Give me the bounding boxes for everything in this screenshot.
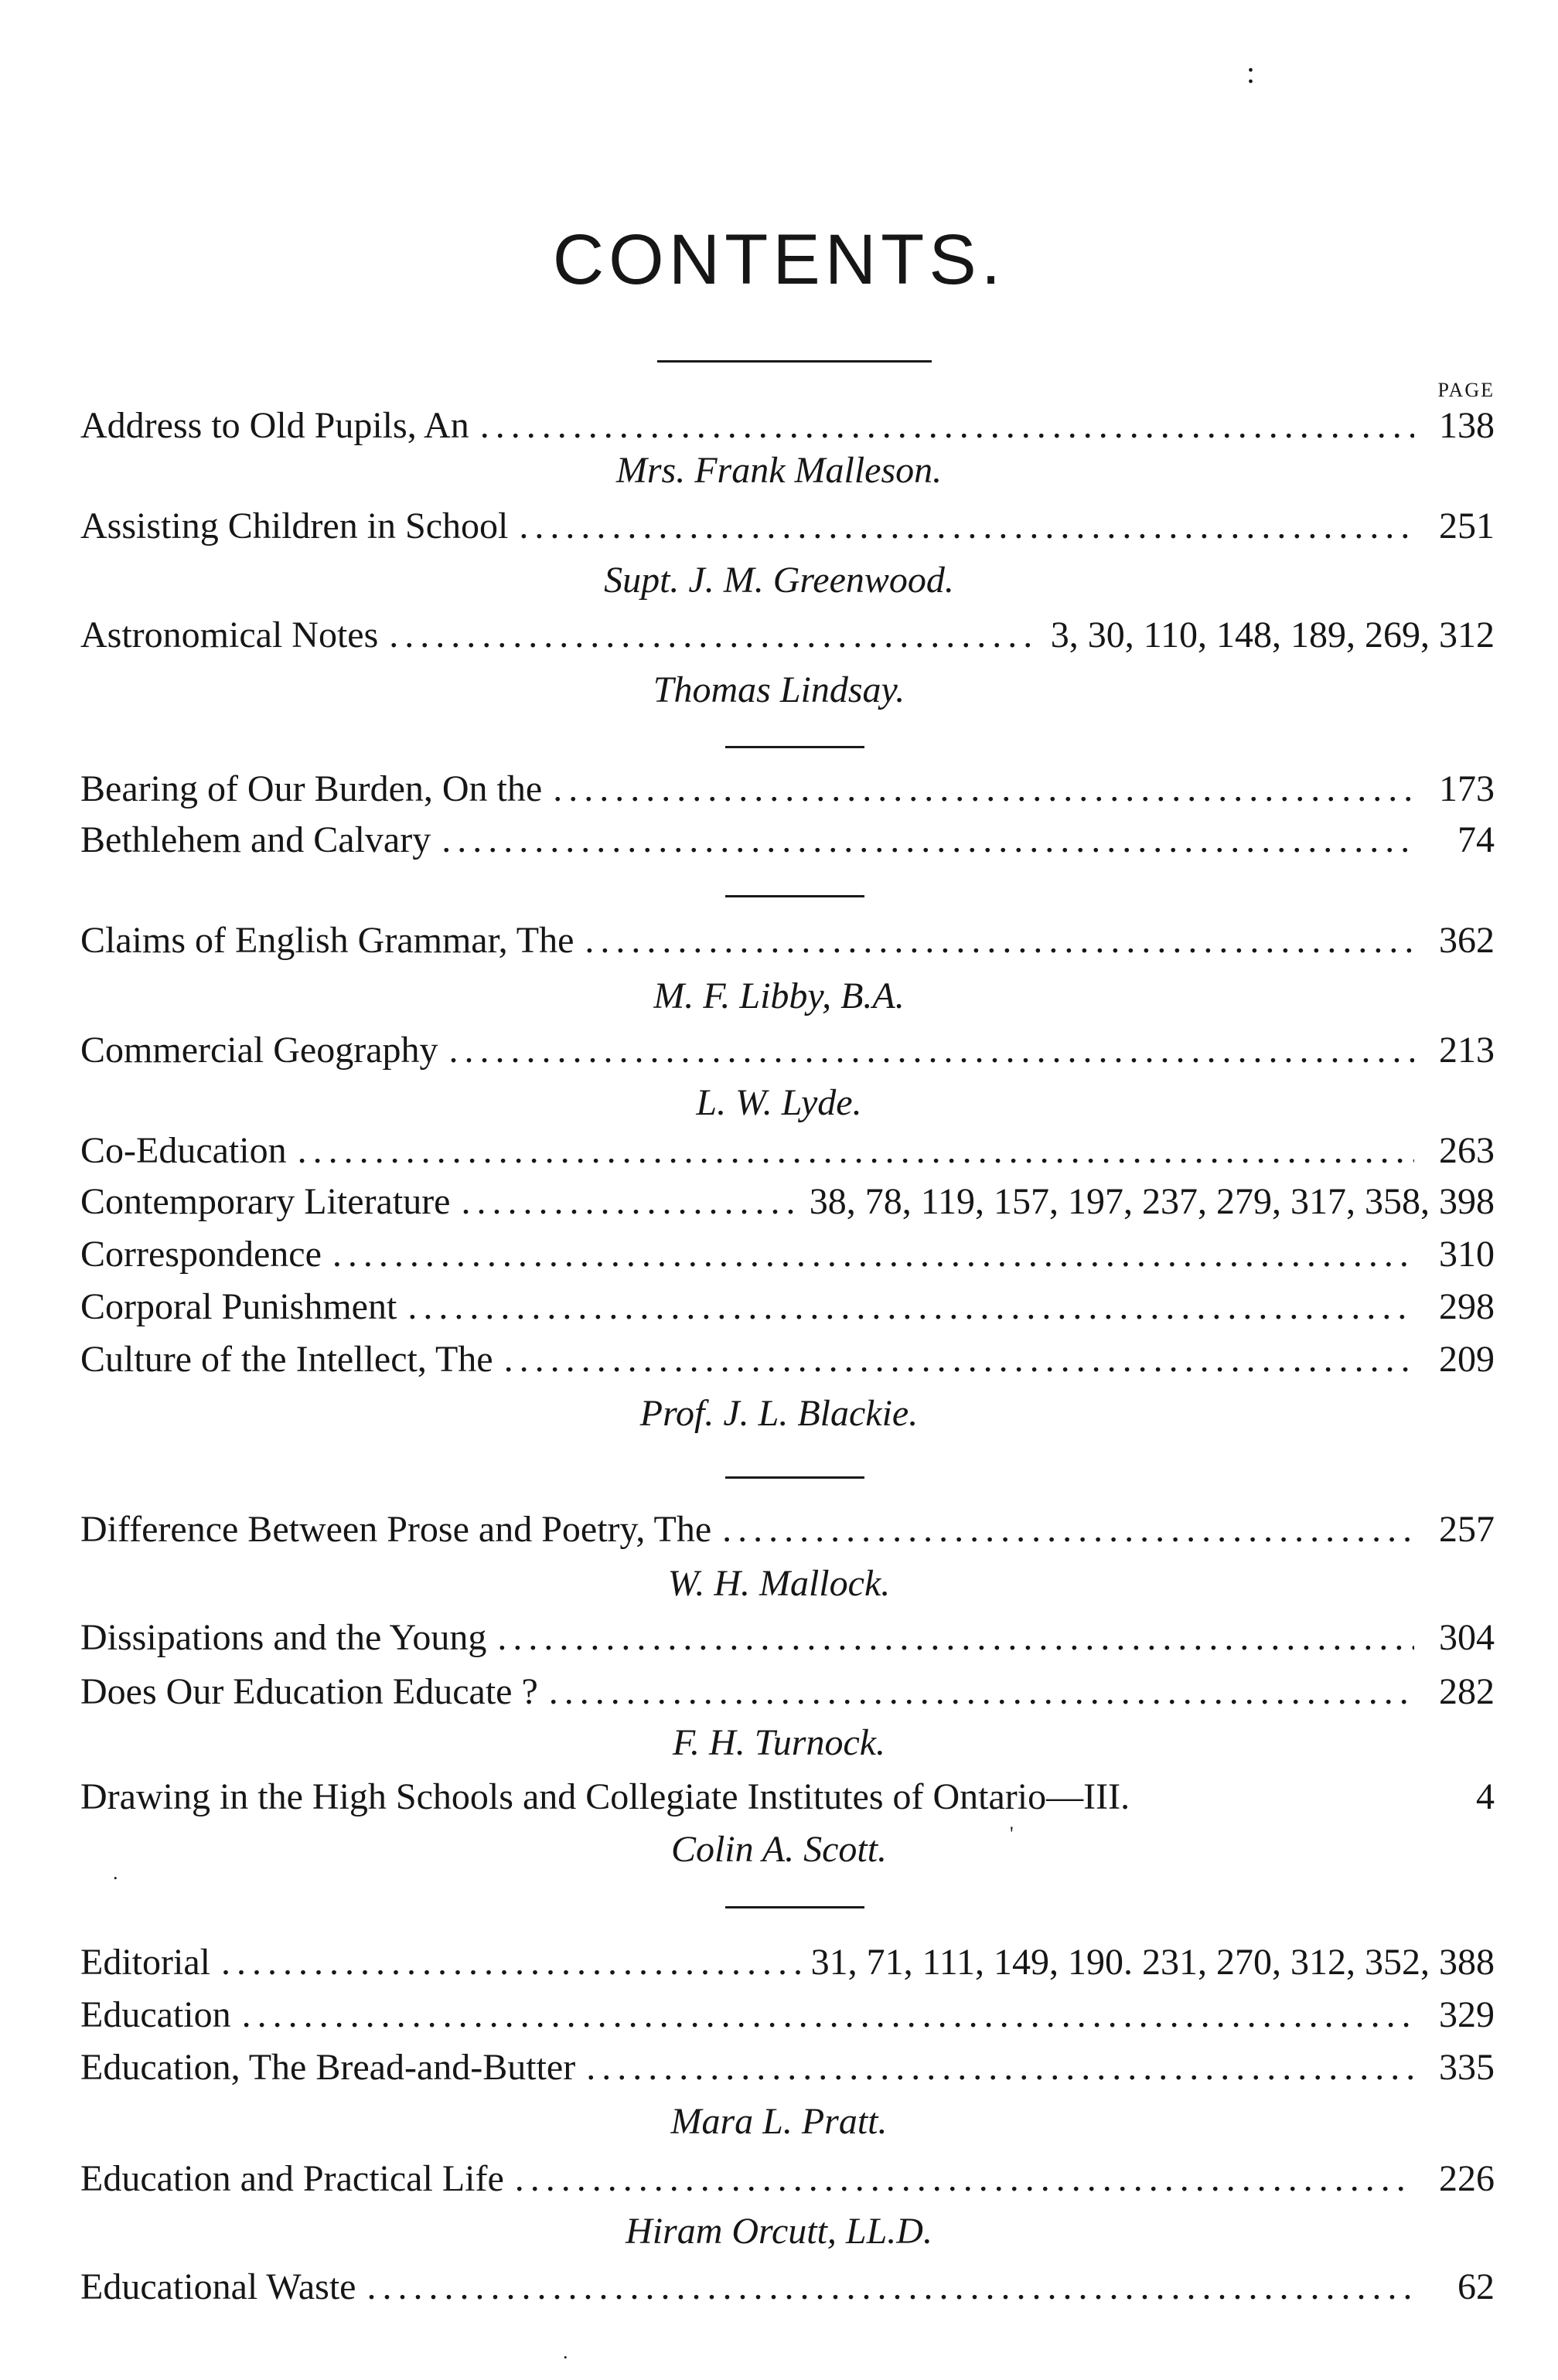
entry-pages: 3, 30, 110, 148, 189, 269, 312	[1050, 615, 1495, 655]
entry-title: Co-Education	[80, 1130, 287, 1171]
entry-author: Thomas Lindsay.	[653, 669, 905, 710]
toc-entry	[80, 1028, 1495, 1073]
dot-leader	[449, 1028, 1414, 1073]
toc-entry	[80, 1337, 1495, 1382]
dot-leader	[497, 1616, 1414, 1660]
entry-title: Education, The Bread-and-Butter	[80, 2047, 576, 2088]
entry-pages: 298	[1439, 1286, 1495, 1327]
entry-title: Editorial	[80, 1942, 210, 1983]
entry-title: Astronomical Notes	[80, 615, 379, 655]
dot-leader	[585, 918, 1414, 963]
entry-title: Education and Practical Life	[80, 2158, 504, 2199]
page-speck: '	[1010, 1823, 1014, 1845]
entry-pages: 62	[1457, 2266, 1495, 2307]
entry-title: Claims of English Grammar, The	[80, 920, 574, 961]
dot-leader	[586, 2045, 1414, 2090]
entry-pages: 329	[1439, 1994, 1495, 2035]
toc-entry	[80, 2157, 1495, 2201]
entry-pages: 74	[1457, 819, 1495, 860]
toc-entry	[80, 1940, 1495, 1985]
toc-entry	[80, 1616, 1495, 1660]
toc-entry	[80, 1993, 1495, 2038]
entry-title: Culture of the Intellect, The	[80, 1339, 493, 1380]
entry-author: Mara L. Pratt.	[670, 2101, 888, 2142]
toc-entry	[80, 1129, 1495, 1173]
entry-pages: 4	[1476, 1776, 1495, 1817]
entry-author: W. H. Mallock.	[667, 1563, 891, 1604]
toc-entry	[80, 2045, 1495, 2090]
toc-entry	[80, 613, 1495, 658]
section-rule	[725, 746, 864, 748]
entry-title: Education	[80, 1994, 231, 2035]
entry-title: Bethlehem and Calvary	[80, 819, 431, 860]
toc-entry	[80, 818, 1495, 863]
page-speck: .	[113, 1861, 118, 1884]
toc-entry	[80, 504, 1495, 549]
section-rule	[725, 1476, 864, 1479]
dot-leader	[515, 2157, 1414, 2201]
entry-pages: 213	[1439, 1030, 1495, 1071]
page-title: CONTENTS.	[552, 220, 1006, 299]
dot-leader	[242, 1993, 1414, 2038]
toc-entry	[80, 1180, 1495, 1224]
toc-entry	[80, 1507, 1495, 1552]
title-rule	[657, 360, 932, 363]
entry-title: Assisting Children in School	[80, 506, 509, 546]
entry-title: Address to Old Pupils, An	[80, 405, 469, 446]
dot-leader	[519, 504, 1414, 549]
dot-leader	[461, 1180, 798, 1224]
toc-entry	[80, 1285, 1495, 1330]
entry-author: M. F. Libby, B.A.	[653, 975, 905, 1016]
entry-pages: 251	[1439, 506, 1495, 546]
entry-title: Contemporary Literature	[80, 1181, 451, 1222]
entry-title: Difference Between Prose and Poetry, The	[80, 1509, 712, 1550]
dot-leader	[221, 1940, 800, 1985]
entry-pages: 138	[1439, 405, 1495, 446]
entry-pages: 209	[1439, 1339, 1495, 1380]
entry-author: Hiram Orcutt, LL.D.	[626, 2211, 932, 2252]
dot-leader	[441, 818, 1414, 863]
dot-leader	[407, 1285, 1414, 1330]
entry-pages: 31, 71, 111, 149, 190. 231, 270, 312, 352, 388	[810, 1942, 1495, 1983]
section-rule	[725, 895, 864, 897]
section-rule	[725, 1906, 864, 1908]
entry-pages: 335	[1439, 2047, 1495, 2088]
entry-author: F. H. Turnock.	[672, 1722, 886, 1763]
entry-title: Correspondence	[80, 1234, 322, 1275]
entry-title: Corporal Punishment	[80, 1286, 397, 1327]
entry-author: Mrs. Frank Malleson.	[615, 450, 943, 491]
dot-leader	[298, 1129, 1414, 1173]
entry-title: Drawing in the High Schools and Collegiate Institutes of Ontario—III.	[80, 1776, 1130, 1817]
entry-pages: 257	[1439, 1509, 1495, 1550]
dot-leader	[332, 1232, 1414, 1277]
entry-pages: 310	[1439, 1234, 1495, 1275]
toc-entry	[80, 767, 1495, 812]
entry-title: Bearing of Our Burden, On the	[80, 768, 543, 809]
dot-leader	[366, 2265, 1414, 2310]
toc-entry	[80, 1670, 1495, 1714]
entry-pages: 263	[1439, 1130, 1495, 1171]
entry-title: Dissipations and the Young	[80, 1617, 487, 1658]
toc-entry	[80, 403, 1495, 448]
page-column-label: PAGE	[1437, 379, 1495, 401]
entry-pages: 226	[1439, 2158, 1495, 2199]
entry-title: Commercial Geography	[80, 1030, 438, 1071]
page-speck: :	[1246, 55, 1256, 90]
entry-pages: 38, 78, 119, 157, 197, 237, 279, 317, 358, 398	[809, 1181, 1495, 1222]
entry-pages: 304	[1439, 1617, 1495, 1658]
dot-leader	[722, 1507, 1414, 1552]
dot-leader	[553, 767, 1414, 812]
toc-entry	[80, 2265, 1495, 2310]
entry-pages: 362	[1439, 920, 1495, 961]
entry-author: L. W. Lyde.	[696, 1082, 862, 1123]
entry-title: Educational Waste	[80, 2266, 356, 2307]
dot-leader	[389, 613, 1040, 658]
entry-author: Supt. J. M. Greenwood.	[604, 560, 954, 601]
entry-author: Colin A. Scott.	[670, 1829, 888, 1870]
toc-entry	[80, 1775, 1495, 1820]
toc-entry	[80, 1232, 1495, 1277]
page-speck: .	[563, 2341, 568, 2363]
dot-leader	[549, 1670, 1414, 1714]
dot-leader	[504, 1337, 1414, 1382]
entry-pages: 173	[1439, 768, 1495, 809]
dot-leader	[480, 403, 1414, 448]
entry-pages: 282	[1439, 1671, 1495, 1712]
entry-author: Prof. J. L. Blackie.	[639, 1393, 919, 1434]
entry-title: Does Our Education Educate ?	[80, 1671, 538, 1712]
toc-entry	[80, 918, 1495, 963]
